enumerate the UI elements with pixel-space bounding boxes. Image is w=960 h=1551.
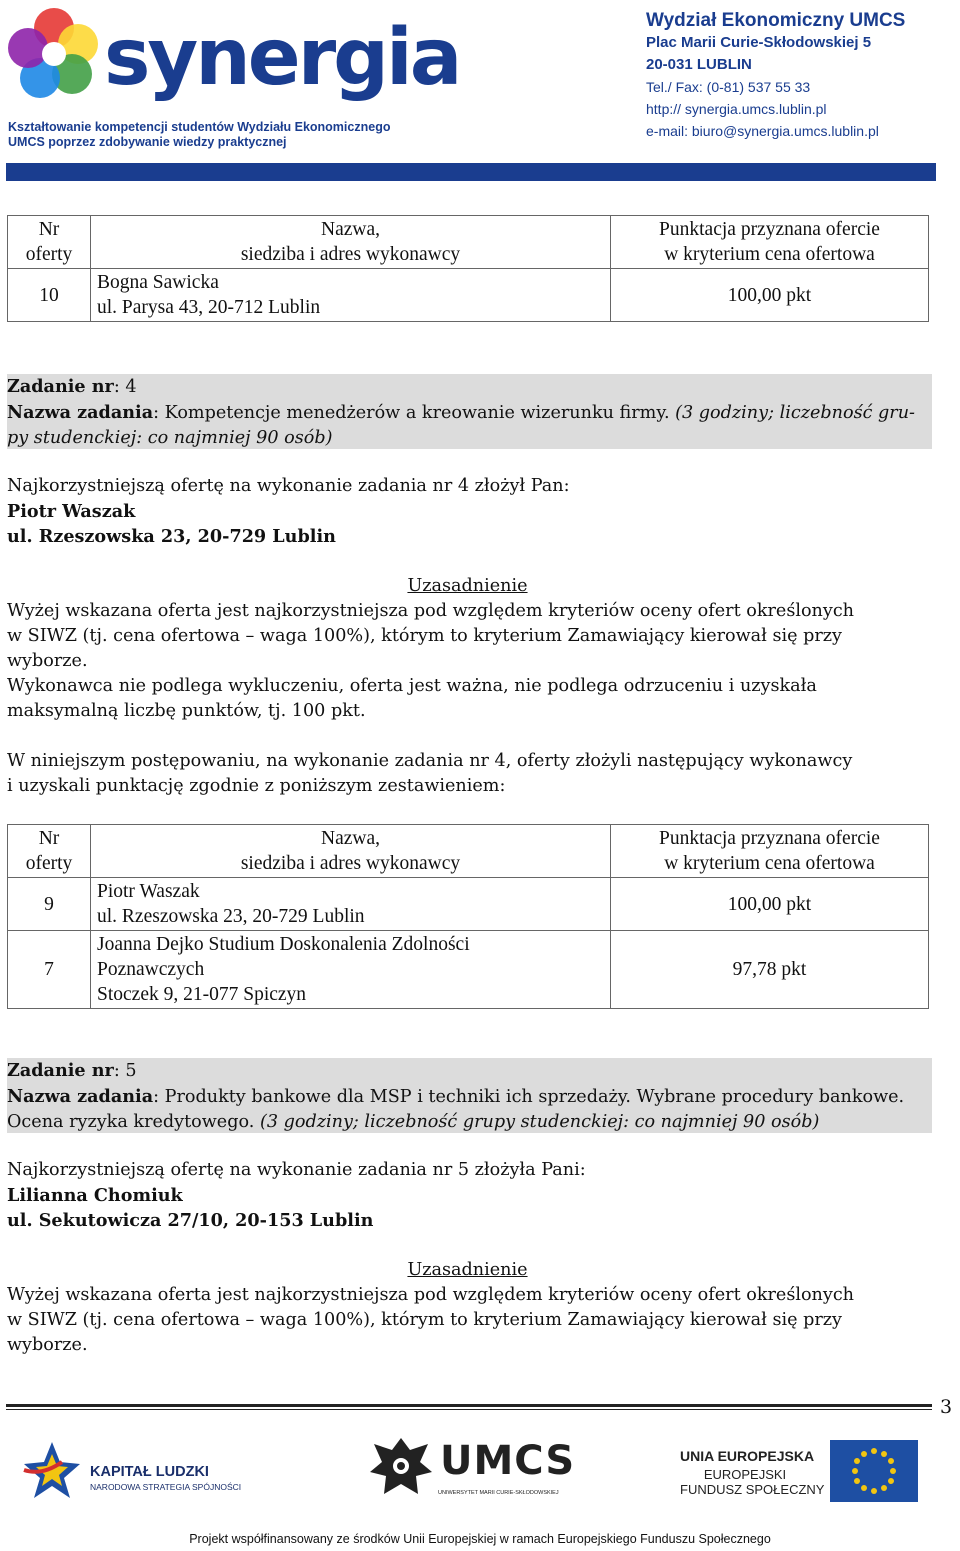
phone-line: Tel./ Fax: (0-81) 537 55 33 [646, 79, 811, 95]
task-details-continued: py studenckiej: co najmniej 90 osób) [7, 428, 333, 448]
task-number-label: Zadanie nr [7, 1060, 114, 1081]
eu-flag-icon [830, 1440, 918, 1502]
task5-justification-title: Uzasadnienie [407, 1260, 528, 1280]
task4-justification-line: w SIWZ (tj. cena ofertowa – waga 100%), którym to kryterium Zamawiający kierował się przy [7, 626, 842, 646]
task5-best-offer-intro: Najkorzystniejszą ofertę na wykonanie zadania nr 5 złożyła Pani: [7, 1160, 586, 1180]
task4-best-offer-intro: Najkorzystniejszą ofertę na wykonanie zadania nr 4 złożył Pan: [7, 476, 570, 496]
task-name-label: Nazwa zadania [7, 402, 154, 423]
task-number-value: : 4 [113, 377, 137, 397]
task4-summary-line: W niniejszym postępowaniu, na wykonanie zadania nr 4, oferty złożyli następujący wykonawcy [7, 751, 853, 771]
cell-name [91, 878, 611, 931]
page-number: 3 [940, 1396, 953, 1418]
synergia-flower-logo-icon [6, 6, 102, 102]
kapital-ludzki-logo [22, 1440, 252, 1502]
footer-rule-thin [6, 1409, 932, 1410]
col-header-score [611, 825, 929, 878]
cell-nr: 10 [8, 269, 91, 322]
footer-rule [6, 1404, 932, 1407]
header-text: Punktacja przyznana ofercie [659, 219, 880, 240]
task4-justification-title: Uzasadnienie [407, 576, 528, 596]
cell-text: Piotr Waszak [97, 881, 200, 902]
task-number-label: Zadanie nr [7, 376, 114, 397]
email-link[interactable]: e-mail: biuro@synergia.umcs.lublin.pl [646, 123, 879, 139]
header-text: Punktacja przyznana ofercie [659, 828, 880, 849]
cell-text: ul. Parysa 43, 20-712 Lublin [97, 297, 321, 318]
task-name-label: Nazwa zadania [7, 1086, 154, 1107]
cell-text: Poznawczych [97, 959, 205, 980]
eu-logo [680, 1440, 930, 1512]
eu-subtitle-2: FUNDUSZ SPOŁECZNY [680, 1482, 825, 1497]
institution-contact-block [646, 10, 936, 142]
header-text: siedziba i adres wykonawcy [240, 853, 461, 874]
cell-name [91, 269, 611, 322]
table-row [8, 269, 929, 322]
institution-name: Wydział Ekonomiczny UMCS [646, 10, 906, 31]
header-text: Nazwa, [320, 828, 380, 849]
umcs-subtitle: UNIWERSYTET MARII CURIE-SKŁODOWSKIEJ [438, 1490, 559, 1496]
header-text: Nr [38, 219, 60, 240]
cell-text: Bogna Sawicka [97, 272, 219, 293]
umcs-logo [366, 1432, 576, 1510]
cell-name [91, 931, 611, 1009]
header-text: Nr [38, 828, 60, 849]
task-number-value: : 5 [113, 1061, 137, 1081]
eu-title: UNIA EUROPEJSKA [680, 1448, 815, 1464]
kapital-ludzki-star-icon [22, 1440, 82, 1502]
task4-justification-line: maksymalną liczbę punktów, tj. 100 pkt. [7, 701, 366, 721]
table-row [8, 931, 929, 1009]
website-link[interactable]: http:// synergia.umcs.lublin.pl [646, 101, 827, 117]
header-text: siedziba i adres wykonawcy [240, 244, 461, 265]
task-name-value-continued: Ocena ryzyka kredytowego. [7, 1112, 260, 1132]
cell-text: Joanna Dejko Studium Doskonalenia Zdolności [97, 934, 470, 955]
tagline-line-2: UMCS poprzez zdobywanie wiedzy praktycznej [8, 135, 287, 149]
task4-winner-address: ul. Rzeszowska 23, 20-729 Lublin [7, 526, 336, 547]
task4-summary-line: i uzyskali punktację zgodnie z poniższym zestawieniem: [7, 776, 506, 796]
col-header-score [611, 216, 929, 269]
offers-table-previous [7, 215, 929, 322]
task4-justification-line: Wykonawca nie podlega wykluczeniu, oferta jest ważna, nie podlega odrzuceniu i uzyskała [7, 676, 817, 696]
cell-score: 100,00 pkt [611, 878, 929, 931]
cell-text: ul. Rzeszowska 23, 20-729 Lublin [97, 906, 365, 927]
task5-heading-box [7, 1058, 932, 1133]
umcs-wordmark: UMCS [440, 1438, 576, 1484]
address-line-1: Plac Marii Curie-Skłodowskiej 5 [646, 34, 872, 51]
task-name-value: : Produkty bankowe dla MSP i techniki ich sprzedaży. Wybrane procedury bankowe. [153, 1087, 905, 1107]
task4-justification-line: Wyżej wskazana oferta jest najkorzystniejsza pod względem kryteriów oceny ofert określonych [7, 601, 855, 621]
col-header-name [91, 825, 611, 878]
task-details: (3 godziny; liczebność grupy studenckiej: co najmniej 90 osób) [259, 1112, 820, 1132]
header-text: oferty [25, 244, 73, 265]
task4-winner-name: Piotr Waszak [7, 501, 136, 522]
task4-name-line [7, 400, 932, 426]
task5-justification-line: Wyżej wskazana oferta jest najkorzystniejsza pod względem kryteriów oceny ofert określonych [7, 1285, 855, 1305]
header-text: Nazwa, [320, 219, 380, 240]
header-text: oferty [25, 853, 73, 874]
task5-number-line [7, 1058, 932, 1084]
kapital-ludzki-title: KAPITAŁ LUDZKI [90, 1464, 209, 1480]
task5-justification-line: wyborze. [7, 1335, 88, 1355]
tagline-line-1: Kształtowanie kompetencji studentów Wydziału Ekonomicznego [8, 120, 391, 134]
synergia-brand-wordmark: synergia [104, 13, 460, 103]
offers-table-task4 [7, 824, 929, 1009]
task4-number-line [7, 374, 932, 400]
task4-heading-box [7, 374, 932, 449]
header-text: w kryterium cena ofertowa [664, 853, 875, 874]
cell-nr: 9 [8, 878, 91, 931]
col-header-nr [8, 216, 91, 269]
col-header-nr [8, 825, 91, 878]
table-header-row [8, 216, 929, 269]
header-divider-bar [6, 163, 936, 181]
task-details: (3 godziny; liczebność gru- [675, 403, 915, 423]
task5-winner-name: Lilianna Chomiuk [7, 1185, 183, 1206]
table-header-row [8, 825, 929, 878]
col-header-name [91, 216, 611, 269]
cell-score: 100,00 pkt [611, 269, 929, 322]
address-line-2: 20-031 LUBLIN [646, 56, 752, 73]
cell-nr: 7 [8, 931, 91, 1009]
task5-justification-line: w SIWZ (tj. cena ofertowa – waga 100%), którym to kryterium Zamawiający kierował się przy [7, 1310, 842, 1330]
table-row [8, 878, 929, 931]
umcs-eagle-emblem-icon [366, 1432, 436, 1510]
eu-subtitle-1: EUROPEJSKI [703, 1467, 787, 1482]
cell-text: Stoczek 9, 21-077 Spiczyn [97, 984, 307, 1005]
cofinancing-note: Projekt współfinansowany ze środków Unii Europejskiej w ramach Europejskiego Funduszu Społecznego [189, 1532, 771, 1546]
cell-score: 97,78 pkt [611, 931, 929, 1009]
task5-name-line [7, 1084, 932, 1110]
header-text: w kryterium cena ofertowa [664, 244, 875, 265]
task5-name-line-2 [7, 1110, 932, 1135]
task4-justification-line: wyborze. [7, 651, 88, 671]
task-name-value: : Kompetencje menedżerów a kreowanie wizerunku firmy. [153, 403, 676, 423]
task5-winner-address: ul. Sekutowicza 27/10, 20-153 Lublin [7, 1210, 374, 1231]
kapital-ludzki-subtitle: NARODOWA STRATEGIA SPÓJNOŚCI [90, 1482, 242, 1492]
